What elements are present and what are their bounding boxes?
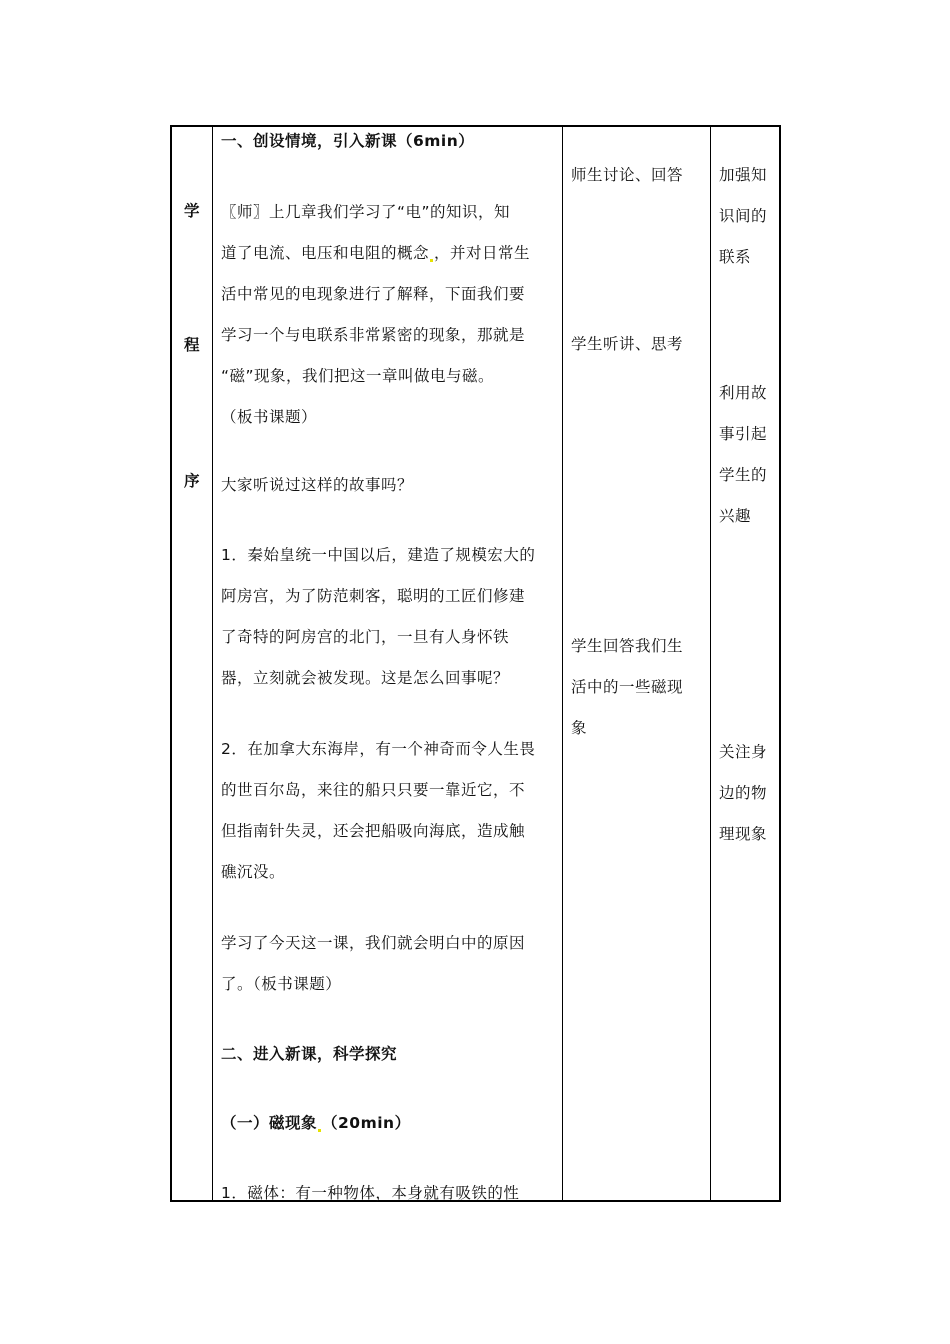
paragraph-line: “磁”现象，我们把这一章叫做电与磁。 [221,367,495,385]
paragraph-line: （板书课题） [221,408,318,426]
column-divider [710,127,711,1200]
stage-char: 学 [184,202,201,220]
paragraph-line: 1．磁体：有一种物体，本身就有吸铁的性 [221,1184,520,1202]
paragraph-line: 的世百尔岛，来往的船只只要一靠近它，不 [221,781,526,799]
paragraph-line: 但指南针失灵，还会把船吸向海底，造成触 [221,822,526,840]
paragraph-line: 2．在加拿大东海岸，有一个神奇而令人生畏 [221,740,536,758]
mark-dot [430,259,433,262]
paragraph-line: 活中常见的电现象进行了解释，下面我们要 [221,285,526,303]
intent-text: 边的物 [719,784,768,802]
column-divider [562,127,563,1200]
column-divider [212,127,213,1200]
intent-text: 联系 [719,248,752,266]
stage-char: 序 [184,472,201,490]
intent-text: 学生的 [719,466,768,484]
intent-text: 关注身 [719,743,768,761]
student-activity: 师生讨论、回答 [571,166,684,184]
paragraph-line: 学习了今天这一课，我们就会明白中的原因 [221,934,526,952]
section-heading: 二、进入新课，科学探究 [221,1045,398,1063]
paragraph-line: 道了电流、电压和电阻的概念 ，并对日常生 [221,244,531,262]
paragraph-line: 1．秦始皇统一中国以后，建造了规模宏大的 [221,546,536,564]
student-activity: 活中的一些磁现 [571,678,684,696]
stage-char: 程 [184,336,201,354]
student-activity: 象 [571,719,588,737]
paragraph-line: 大家听说过这样的故事吗？ [221,476,414,494]
paragraph-line: 器，立刻就会被发现。这是怎么回事呢？ [221,669,510,687]
section-heading: 一、创设情境，引入新课（6min） [221,132,475,150]
intent-text: 利用故 [719,384,768,402]
paragraph-line: 阿房宫，为了防范刺客，聪明的工匠们修建 [221,587,526,605]
student-activity: 学生回答我们生 [571,637,684,655]
lesson-table [170,125,781,1202]
paragraph-line: 了奇特的阿房宫的北门，一旦有人身怀铁 [221,628,510,646]
intent-text: 兴趣 [719,507,752,525]
mark-dot [318,1129,321,1132]
intent-text: 理现象 [719,825,768,843]
student-activity: 学生听讲、思考 [571,335,684,353]
intent-text: 事引起 [719,425,768,443]
intent-text: 加强知 [719,166,768,184]
subsection-heading: （一）磁现象 （20min） [221,1114,411,1132]
paragraph-line: 学习一个与电联系非常紧密的现象，那就是 [221,326,526,344]
intent-text: 识间的 [719,207,768,225]
paragraph-line: 礁沉没。 [221,863,286,881]
paragraph-line: 〖师〗上几章我们学习了“电”的知识，知 [221,203,511,221]
paragraph-line: 了。（板书课题） [221,975,342,993]
